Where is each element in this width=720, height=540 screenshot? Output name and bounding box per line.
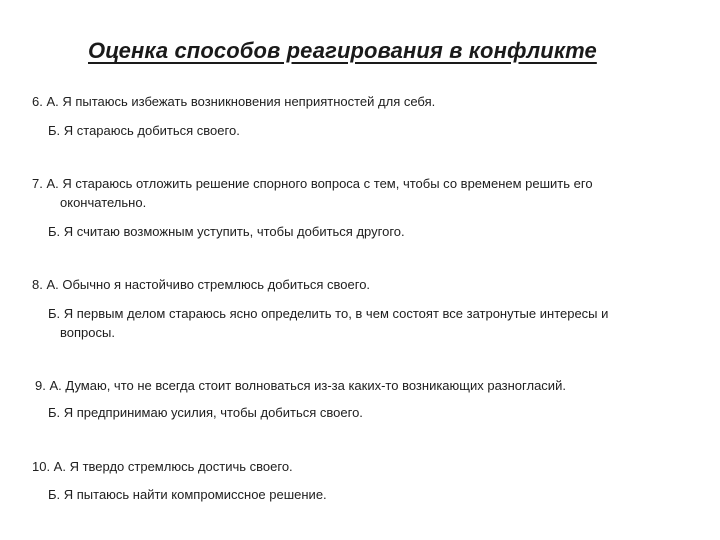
question-6-option-a: 6. А. Я пытаюсь избежать возникновения неприятностей для себя. xyxy=(32,94,436,109)
question-9-option-b: Б. Я предпринимаю усилия, чтобы добиться своего. xyxy=(48,405,363,420)
question-10-option-a: 10. А. Я твердо стремлюсь достичь своего. xyxy=(32,459,293,474)
question-6-option-b: Б. Я стараюсь добиться своего. xyxy=(48,123,240,138)
question-10-option-b: Б. Я пытаюсь найти компромиссное решение. xyxy=(48,487,327,502)
question-8-option-b-line2: вопросы. xyxy=(60,325,115,340)
question-7-option-a-line1: 7. А. Я стараюсь отложить решение спорного вопроса с тем, чтобы со временем решить его xyxy=(32,176,593,191)
question-8-option-a: 8. А. Обычно я настойчиво стремлюсь добиться своего. xyxy=(32,277,371,292)
question-7-option-a-line2: окончательно. xyxy=(60,195,147,210)
question-9-option-a: 9. А. Думаю, что не всегда стоит волноваться из-за каких-то возникающих разногласий. xyxy=(35,378,566,393)
page-title: Оценка способов реагирования в конфликте xyxy=(88,38,597,63)
question-7-option-b: Б. Я считаю возможным уступить, чтобы добиться другого. xyxy=(48,224,405,239)
question-8-option-b-line1: Б. Я первым делом стараюсь ясно определить то, в чем состоят все затронутые интересы и xyxy=(48,306,609,321)
